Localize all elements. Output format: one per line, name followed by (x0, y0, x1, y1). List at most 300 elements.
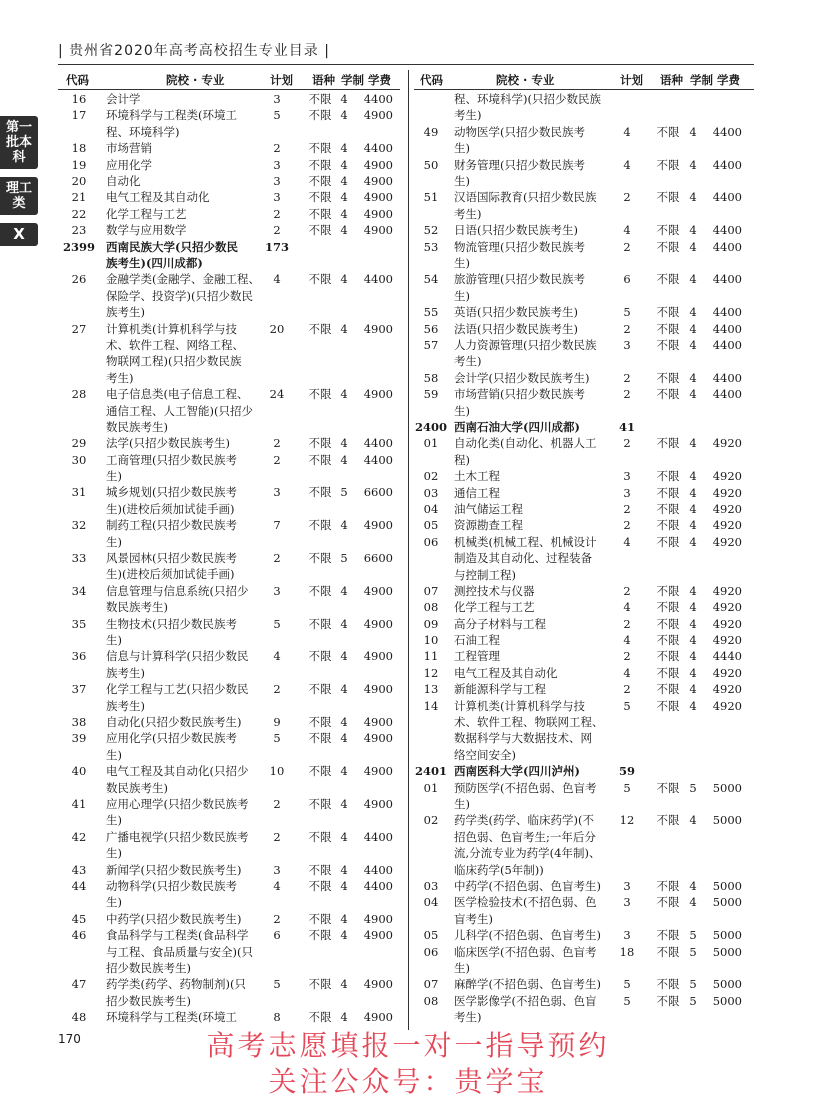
row-name-line: 测控技术与仪器 (454, 583, 535, 598)
row-name-line: 生) (106, 469, 122, 484)
row-code: 41 (71, 797, 87, 812)
row-name-line: 城乡规划(只招少数民族考 (106, 485, 237, 500)
row-plan: 5 (623, 698, 631, 713)
row-plan: 3 (273, 157, 281, 172)
row-name-line: 资源勘查工程 (454, 518, 523, 533)
row-name-line: 程) (454, 452, 470, 467)
row-plan: 5 (623, 977, 631, 992)
row-lang: 不限 (308, 190, 332, 205)
row-name (454, 599, 624, 615)
row-years: 4 (340, 206, 348, 221)
row-name-line: 电子信息类(电子信息工程、 (106, 387, 249, 402)
row-name-line: 生) (454, 403, 470, 418)
row-name-line: 西南石油大学(四川成都) (454, 419, 580, 434)
row-code: 43 (71, 862, 87, 877)
row-name-line: 应用化学 (106, 157, 152, 172)
watermark-line-2: 关注公众号：贵学宝 (268, 1065, 548, 1098)
row-name-line: 招少数民族考生) (106, 993, 191, 1008)
row-name-line: 数学与应用数学 (106, 223, 187, 238)
row-lang: 不限 (308, 387, 332, 402)
row-code: 59 (423, 387, 439, 402)
row-name-line: 动物科学(只招少数民族考 (106, 879, 237, 894)
row-code: 26 (71, 272, 87, 287)
row-years: 4 (340, 879, 348, 894)
row-name-line: 信息管理与信息系统(只招少 (106, 583, 249, 598)
row-plan: 59 (618, 764, 635, 779)
row-plan: 3 (273, 583, 281, 598)
row-name (454, 517, 624, 533)
col-name-header: 院校 · 专业 (166, 73, 225, 87)
row-plan: 3 (273, 485, 281, 500)
row-name-line: 生) (454, 960, 470, 975)
row-name (106, 616, 276, 649)
row-name-line: 数民族考生) (106, 419, 168, 434)
row-lang: 不限 (656, 633, 680, 648)
row-lang: 不限 (308, 682, 332, 697)
row-name (454, 435, 624, 468)
page-number: 170 (58, 1032, 81, 1046)
row-code: 07 (423, 977, 439, 992)
table-row (416, 321, 754, 337)
row-name (454, 698, 624, 764)
row-code: 36 (71, 649, 87, 664)
row-code: 14 (423, 698, 439, 713)
row-fee: 4900 (363, 682, 393, 697)
table-row (64, 271, 400, 320)
row-name-line: 生) (106, 813, 122, 828)
row-fee: 4920 (712, 633, 742, 648)
row-plan: 3 (273, 862, 281, 877)
row-lang: 不限 (656, 124, 680, 139)
table-row (64, 976, 400, 1009)
row-lang: 不限 (656, 780, 680, 795)
row-fee: 4920 (712, 665, 742, 680)
row-plan: 9 (273, 715, 281, 730)
row-lang: 不限 (656, 616, 680, 631)
row-name-line: 药学类(药学、临床药学)(不 (454, 813, 594, 828)
row-lang: 不限 (656, 321, 680, 336)
row-name-line: 物联网工程)(只招少数民族 (106, 354, 242, 369)
row-years: 4 (340, 731, 348, 746)
col-years-header: 学制 (690, 73, 713, 87)
row-name (106, 239, 276, 272)
row-plan: 3 (623, 485, 631, 500)
row-years: 4 (340, 928, 348, 943)
row-years: 4 (340, 141, 348, 156)
row-name (106, 321, 276, 387)
table-row (64, 878, 400, 911)
row-plan: 4 (623, 600, 631, 615)
row-fee: 4920 (712, 616, 742, 631)
row-fee: 4400 (712, 223, 742, 238)
row-fee: 4920 (712, 501, 742, 516)
row-code: 39 (71, 731, 87, 746)
row-name-line: 高分子材料与工程 (454, 616, 546, 631)
row-fee: 4900 (363, 731, 393, 746)
row-code: 06 (423, 944, 439, 959)
row-lang: 不限 (656, 272, 680, 287)
table-row (416, 976, 754, 992)
row-code: 37 (71, 682, 87, 697)
row-lang: 不限 (308, 797, 332, 812)
row-years: 4 (689, 518, 697, 533)
row-code: 08 (423, 600, 439, 615)
row-code: 49 (423, 124, 439, 139)
row-code: 10 (423, 633, 439, 648)
row-years: 4 (689, 190, 697, 205)
left-column-header (58, 72, 398, 88)
row-plan: 2 (623, 682, 631, 697)
row-name-line: 会计学(只招少数民族考生) (454, 370, 590, 385)
row-name-line: 流,分流专业为药学(4年制)、 (454, 846, 601, 861)
row-name (106, 452, 276, 485)
table-row (64, 862, 400, 878)
row-lang: 不限 (656, 239, 680, 254)
row-name-line: 化学工程与工艺(只招少数民 (106, 682, 249, 697)
row-lang: 不限 (308, 715, 332, 730)
row-name-line: 考生) (454, 108, 482, 123)
row-name-line: 市场营销 (106, 141, 152, 156)
row-fee: 4900 (363, 387, 393, 402)
row-name-line: 程、环境科学)(只招少数民族 (454, 92, 601, 106)
row-fee: 4400 (363, 862, 393, 877)
row-name (454, 632, 624, 648)
row-name-line: 生) (106, 633, 122, 648)
row-name (454, 239, 624, 272)
row-lang: 不限 (308, 583, 332, 598)
table-row (64, 681, 400, 714)
row-lang: 不限 (308, 321, 332, 336)
row-name (106, 730, 276, 763)
row-years: 4 (689, 813, 697, 828)
row-lang: 不限 (308, 829, 332, 844)
row-years: 5 (689, 944, 697, 959)
row-plan: 2 (623, 190, 631, 205)
row-code: 03 (423, 878, 439, 893)
row-name-line: 生) (106, 846, 122, 861)
column-divider (408, 70, 409, 1030)
row-name-line: 电气工程及其自动化 (106, 190, 210, 205)
row-name-line: 数据科学与大数据技术、网 (454, 731, 592, 746)
row-years: 4 (689, 124, 697, 139)
row-name (106, 91, 276, 107)
row-name (106, 173, 276, 189)
table-row (64, 484, 400, 517)
row-fee: 4900 (363, 715, 393, 730)
row-code: 35 (71, 616, 87, 631)
row-plan: 2 (623, 370, 631, 385)
row-name-line: 族考生) (106, 665, 145, 680)
row-fee: 4920 (712, 682, 742, 697)
row-name (106, 484, 276, 517)
row-name-line: 生) (454, 174, 470, 188)
row-years: 4 (689, 534, 697, 549)
row-fee: 4900 (363, 321, 393, 336)
row-plan: 4 (623, 157, 631, 172)
row-years: 5 (689, 928, 697, 943)
row-name-line: 西南民族大学(只招少数民 (106, 239, 238, 254)
table-row (416, 189, 754, 222)
row-plan: 4 (623, 534, 631, 549)
row-code: 58 (423, 370, 439, 385)
table-row (64, 648, 400, 681)
row-years: 4 (340, 911, 348, 926)
row-years: 4 (340, 518, 348, 533)
row-years: 4 (340, 92, 348, 106)
row-plan: 5 (623, 780, 631, 795)
row-lang: 不限 (656, 190, 680, 205)
row-plan: 2 (623, 239, 631, 254)
row-code: 05 (423, 518, 439, 533)
row-years: 4 (340, 1010, 348, 1025)
row-name-line: 数民族考生) (106, 780, 168, 795)
table-row (416, 157, 754, 190)
row-name (454, 189, 624, 222)
row-plan: 3 (623, 928, 631, 943)
row-fee: 4400 (712, 124, 742, 139)
row-code: 02 (423, 469, 439, 484)
row-name-line: 生) (454, 141, 470, 156)
row-code: 06 (423, 534, 439, 549)
row-lang: 不限 (656, 485, 680, 500)
row-name-line: 自动化类(自动化、机器人工 (454, 436, 597, 451)
row-years: 4 (340, 173, 348, 188)
row-fee: 4900 (363, 928, 393, 943)
row-lang: 不限 (308, 764, 332, 779)
row-fee: 4920 (712, 436, 742, 451)
row-lang: 不限 (308, 911, 332, 926)
row-lang: 不限 (656, 436, 680, 451)
row-fee: 4900 (363, 157, 393, 172)
col-code-header: 代码 (66, 73, 89, 87)
row-plan: 173 (264, 239, 289, 254)
table-row (64, 829, 400, 862)
row-name-line: 财务管理(只招少数民族考 (454, 157, 585, 172)
row-years: 4 (340, 157, 348, 172)
row-lang: 不限 (308, 272, 332, 287)
row-code: 2399 (62, 239, 95, 254)
row-years: 4 (340, 616, 348, 631)
row-name (454, 648, 624, 664)
table-row (64, 517, 400, 550)
row-fee: 4920 (712, 485, 742, 500)
row-years: 4 (689, 698, 697, 713)
row-name (106, 681, 276, 714)
row-plan: 2 (273, 682, 281, 697)
row-lang: 不限 (656, 305, 680, 320)
row-plan: 4 (273, 649, 281, 664)
row-name-line: 人力资源管理(只招少数民族 (454, 337, 597, 352)
row-code: 34 (71, 583, 87, 598)
row-name-line: 制造及其自动化、过程装备 (454, 551, 592, 566)
row-years: 4 (340, 387, 348, 402)
row-fee: 5000 (712, 895, 742, 910)
row-lang: 不限 (656, 583, 680, 598)
table-row (416, 632, 754, 648)
row-name (106, 714, 276, 730)
row-lang: 不限 (656, 501, 680, 516)
row-years: 4 (340, 797, 348, 812)
row-fee: 4900 (363, 518, 393, 533)
row-name (454, 271, 624, 304)
row-lang: 不限 (656, 993, 680, 1008)
row-code: 57 (423, 337, 439, 352)
row-name-line: 制药工程(只招少数民族考 (106, 518, 237, 533)
row-years: 4 (689, 469, 697, 484)
row-name-line: 临床医学(不招色弱、色盲考 (454, 944, 597, 959)
row-plan: 2 (273, 797, 281, 812)
row-lang: 不限 (308, 173, 332, 188)
row-name (454, 763, 624, 779)
row-years: 4 (689, 337, 697, 352)
table-row (64, 435, 400, 451)
row-years: 4 (340, 452, 348, 467)
row-code: 08 (423, 993, 439, 1008)
row-name-line: 动物医学(只招少数民族考 (454, 124, 585, 139)
table-row (416, 370, 754, 386)
row-lang: 不限 (656, 682, 680, 697)
table-row (64, 730, 400, 763)
row-name (106, 386, 276, 435)
row-name (106, 927, 276, 976)
row-name-line: 考生) (454, 206, 482, 221)
row-name-line: 旅游管理(只招少数民族考 (454, 272, 585, 287)
row-code: 13 (423, 682, 439, 697)
row-plan: 2 (273, 206, 281, 221)
row-name (106, 107, 276, 140)
table-row (64, 616, 400, 649)
row-plan: 5 (273, 977, 281, 992)
row-code: 44 (71, 879, 87, 894)
row-years: 4 (340, 977, 348, 992)
col-lang-header: 语种 (312, 73, 335, 87)
row-years: 4 (689, 895, 697, 910)
row-code: 32 (71, 518, 87, 533)
table-row (64, 206, 400, 222)
row-years: 4 (689, 157, 697, 172)
row-plan: 2 (273, 452, 281, 467)
row-lang: 不限 (308, 518, 332, 533)
row-name (106, 878, 276, 911)
table-row (416, 878, 754, 894)
row-code: 22 (71, 206, 87, 221)
table-row (416, 222, 754, 238)
row-fee: 4900 (363, 764, 393, 779)
table-row (416, 648, 754, 664)
row-lang: 不限 (656, 223, 680, 238)
row-years: 5 (689, 993, 697, 1008)
row-name (454, 222, 624, 238)
row-code: 23 (71, 223, 87, 238)
row-name-line: 族考生)(四川成都) (106, 255, 203, 270)
row-fee: 6600 (363, 485, 393, 500)
row-fee: 5000 (712, 780, 742, 795)
row-years: 4 (689, 583, 697, 598)
row-years: 4 (340, 649, 348, 664)
row-fee: 4900 (363, 206, 393, 221)
row-code: 42 (71, 829, 87, 844)
row-name-line: 新能源科学与工程 (454, 682, 546, 697)
row-code: 29 (71, 436, 87, 451)
table-row (64, 321, 400, 387)
row-years: 4 (689, 665, 697, 680)
row-name-line: 考生) (454, 1010, 482, 1025)
row-name-line: 自动化(只招少数民族考生) (106, 715, 242, 730)
row-name-line: 法学(只招少数民族考生) (106, 436, 230, 451)
row-name-line: 信息与计算科学(只招少数民 (106, 649, 249, 664)
row-fee: 4400 (712, 272, 742, 287)
row-code: 04 (423, 501, 439, 516)
row-code: 20 (71, 173, 87, 188)
row-name (454, 534, 624, 583)
row-name (106, 517, 276, 550)
row-name (106, 550, 276, 583)
right-column-header (414, 72, 754, 88)
row-name (454, 501, 624, 517)
row-name-line: 油气储运工程 (454, 501, 523, 516)
row-name-line: 生)(进校后须加试徒手画) (106, 567, 235, 582)
row-name-line: 儿科学(不招色弱、色盲考生) (454, 928, 601, 943)
row-plan: 3 (623, 878, 631, 893)
row-lang: 不限 (308, 223, 332, 238)
table-row (416, 665, 754, 681)
table-row (416, 91, 754, 124)
row-name-line: 工程管理 (454, 649, 500, 664)
school-row (416, 419, 754, 435)
table-row (416, 927, 754, 943)
row-code: 46 (71, 928, 87, 943)
row-fee: 4400 (712, 239, 742, 254)
row-fee: 6600 (363, 551, 393, 566)
row-plan: 3 (273, 92, 281, 106)
row-name-line: 广播电视学(只招少数民族考 (106, 829, 249, 844)
row-fee: 4900 (363, 583, 393, 598)
row-years: 4 (340, 862, 348, 877)
row-years: 5 (689, 977, 697, 992)
table-row (416, 468, 754, 484)
row-plan: 6 (273, 928, 281, 943)
table-row (416, 894, 754, 927)
row-name-line: 生) (454, 797, 470, 811)
row-code: 17 (71, 108, 87, 123)
row-code: 56 (423, 321, 439, 336)
row-code: 51 (423, 190, 439, 205)
row-name-line: 计算机类(计算机科学与技 (106, 321, 237, 336)
row-lang: 不限 (656, 878, 680, 893)
row-lang: 不限 (308, 862, 332, 877)
row-years: 4 (340, 682, 348, 697)
row-lang: 不限 (308, 452, 332, 467)
row-code: 09 (423, 616, 439, 631)
row-plan: 5 (273, 731, 281, 746)
table-row (64, 583, 400, 616)
row-plan: 2 (273, 223, 281, 238)
row-fee: 4900 (363, 649, 393, 664)
row-years: 4 (340, 715, 348, 730)
row-name-line: 食品科学与工程类(食品科学 (106, 928, 249, 943)
table-row (64, 763, 400, 796)
row-lang: 不限 (656, 469, 680, 484)
table-row (416, 239, 754, 272)
row-name (106, 583, 276, 616)
row-years: 4 (340, 321, 348, 336)
row-plan: 2 (273, 436, 281, 451)
row-code: 11 (423, 649, 439, 664)
table-row (416, 780, 754, 813)
row-code: 40 (71, 764, 87, 779)
table-row (64, 91, 400, 107)
row-fee: 4400 (363, 272, 393, 287)
